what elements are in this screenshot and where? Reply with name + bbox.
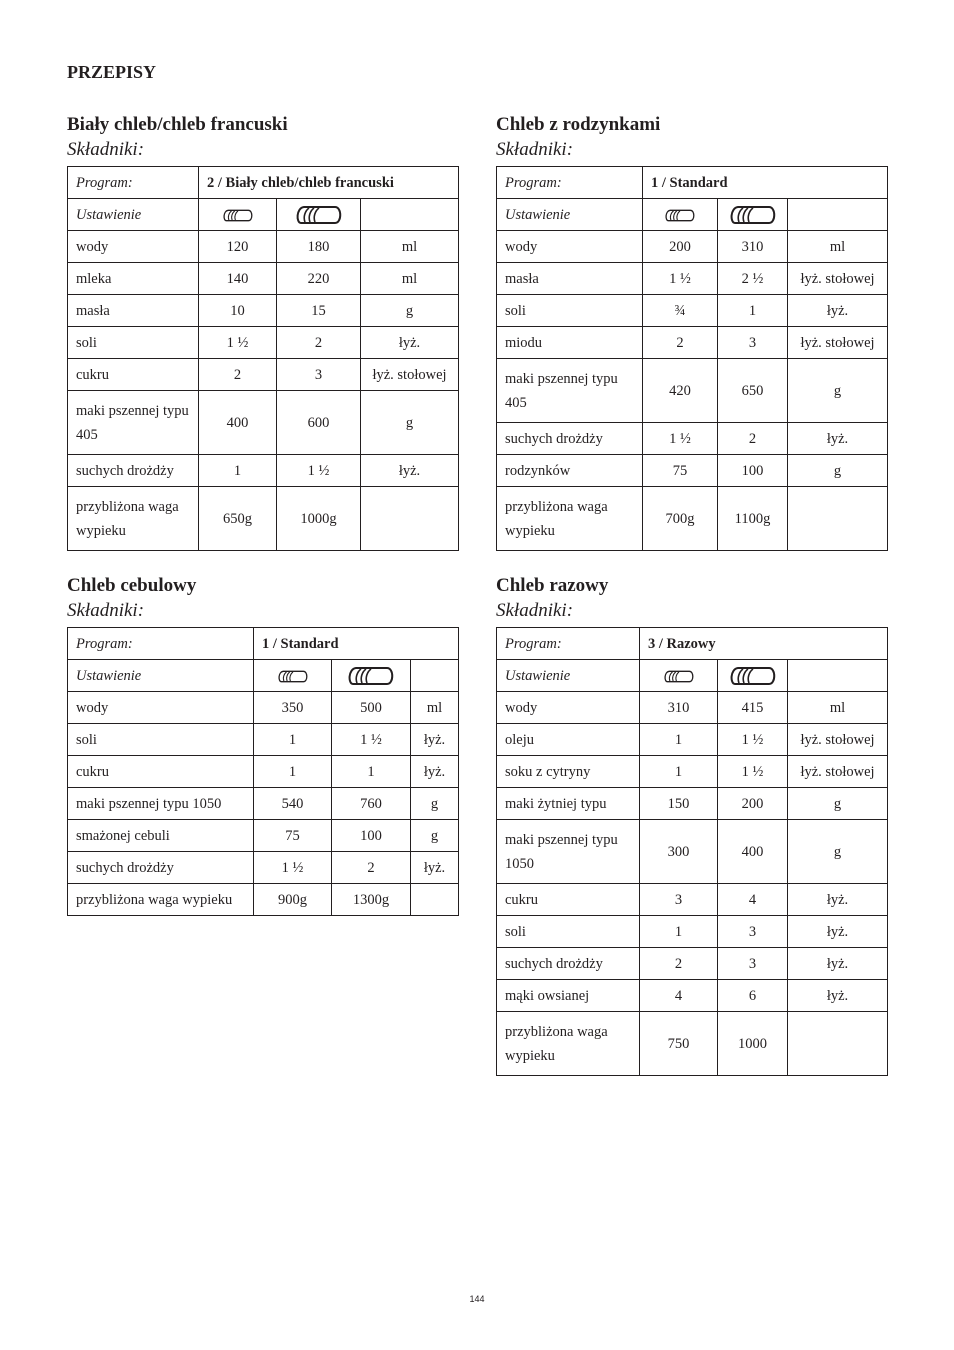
- ingredient-row: [497, 756, 888, 788]
- ingredient-row: [68, 788, 459, 820]
- amount-small: 540: [254, 788, 332, 820]
- ingredient-row: [497, 263, 888, 295]
- empty-cell: [361, 199, 459, 231]
- amount-large: 6: [718, 980, 788, 1012]
- recipe-section-wholegrain-bread: [496, 574, 888, 1076]
- amount-large: 600: [277, 391, 361, 455]
- ingredient-name: suchych drożdży: [497, 948, 640, 980]
- amount-small: 1: [199, 455, 277, 487]
- ingredient-name: przybliżona waga wypieku: [497, 487, 643, 551]
- recipe-subtitle: Składniki:: [496, 600, 574, 621]
- ingredient-row: [68, 820, 459, 852]
- amount-large: 100: [332, 820, 411, 852]
- large-loaf-icon: [347, 666, 395, 686]
- empty-cell: [788, 199, 888, 231]
- ingredient-row: [497, 948, 888, 980]
- unit: [788, 1012, 888, 1076]
- ingredient-name: przybliżona waga wypieku: [68, 884, 254, 916]
- amount-large: 1100g: [718, 487, 788, 551]
- amount-small: 1 ½: [254, 852, 332, 884]
- unit: g: [788, 820, 888, 884]
- ingredient-name: soli: [497, 295, 643, 327]
- amount-large: 415: [718, 692, 788, 724]
- amount-small: 75: [643, 455, 718, 487]
- large-loaf-icon: [295, 205, 343, 225]
- amount-large: 180: [277, 231, 361, 263]
- unit: g: [361, 295, 459, 327]
- unit: łyż.: [361, 327, 459, 359]
- ingredient-row: [68, 263, 459, 295]
- unit: g: [788, 359, 888, 423]
- amount-small: 700g: [643, 487, 718, 551]
- amount-large: 3: [277, 359, 361, 391]
- ingredient-row: [68, 724, 459, 756]
- recipe-table: [496, 166, 888, 551]
- ingredient-name: cukru: [68, 756, 254, 788]
- unit: łyż. stołowej: [788, 756, 888, 788]
- unit: łyż. stołowej: [788, 327, 888, 359]
- ingredient-name: cukru: [68, 359, 199, 391]
- small-loaf-icon: [220, 209, 256, 222]
- ingredient-name: miodu: [497, 327, 643, 359]
- amount-large: 1: [332, 756, 411, 788]
- amount-large: 310: [718, 231, 788, 263]
- program-value: 3 / Razowy: [640, 628, 888, 660]
- program-row: [497, 167, 888, 199]
- ingredient-row: [68, 391, 459, 455]
- ingredient-name: mąki owsianej: [497, 980, 640, 1012]
- recipe-table: [67, 166, 459, 551]
- ingredient-row: [68, 852, 459, 884]
- unit: łyż.: [788, 980, 888, 1012]
- amount-small: 750: [640, 1012, 718, 1076]
- amount-large: 100: [718, 455, 788, 487]
- setting-row: [68, 199, 459, 231]
- recipe-table: [67, 627, 459, 916]
- ingredient-name: soku z cytryny: [497, 756, 640, 788]
- unit: łyż. stołowej: [361, 359, 459, 391]
- ingredient-row: [68, 359, 459, 391]
- unit: [788, 487, 888, 551]
- ingredient-name: masła: [68, 295, 199, 327]
- unit: ml: [361, 263, 459, 295]
- ingredient-name: mleka: [68, 263, 199, 295]
- ingredient-row: [497, 423, 888, 455]
- large-loaf-cell: [718, 660, 788, 692]
- recipe-title: Chleb cebulowy: [67, 575, 197, 596]
- amount-large: 3: [718, 948, 788, 980]
- ingredient-row: [497, 788, 888, 820]
- amount-small: 150: [640, 788, 718, 820]
- large-loaf-cell: [332, 660, 411, 692]
- amount-small: 75: [254, 820, 332, 852]
- unit: łyż.: [361, 455, 459, 487]
- recipe-section-raisin-bread: [496, 113, 888, 551]
- recipe-subtitle: Składniki:: [496, 139, 574, 160]
- amount-small: 400: [199, 391, 277, 455]
- recipe-title: Chleb razowy: [496, 575, 609, 596]
- ingredient-row: [497, 820, 888, 884]
- ingredient-row: [68, 231, 459, 263]
- ingredient-row: [497, 295, 888, 327]
- ingredient-row: [68, 756, 459, 788]
- amount-small: 650g: [199, 487, 277, 551]
- setting-row: [68, 660, 459, 692]
- ingredient-name: suchych drożdży: [497, 423, 643, 455]
- recipe-section-white-bread: [67, 113, 459, 551]
- page-number: 144: [469, 1294, 485, 1304]
- unit: g: [361, 391, 459, 455]
- unit: ml: [788, 692, 888, 724]
- amount-small: 140: [199, 263, 277, 295]
- ingredient-row: [497, 327, 888, 359]
- empty-cell: [411, 660, 459, 692]
- program-value: 1 / Standard: [254, 628, 459, 660]
- ingredient-row: [497, 1012, 888, 1076]
- unit: ml: [788, 231, 888, 263]
- amount-large: 1000g: [277, 487, 361, 551]
- amount-small: 1: [640, 916, 718, 948]
- ingredient-name: rodzynków: [497, 455, 643, 487]
- unit: g: [411, 820, 459, 852]
- amount-small: 420: [643, 359, 718, 423]
- large-loaf-cell: [718, 199, 788, 231]
- program-row: [68, 628, 459, 660]
- amount-small: 2: [640, 948, 718, 980]
- unit: ml: [411, 692, 459, 724]
- ingredient-row: [68, 327, 459, 359]
- ingredient-name: soli: [497, 916, 640, 948]
- setting-label: Ustawienie: [68, 199, 199, 231]
- ingredient-name: wody: [68, 692, 254, 724]
- ingredient-name: wody: [497, 692, 640, 724]
- small-loaf-icon: [275, 670, 311, 683]
- amount-large: 650: [718, 359, 788, 423]
- setting-label: Ustawienie: [497, 199, 643, 231]
- unit: g: [788, 455, 888, 487]
- small-loaf-icon: [662, 209, 698, 222]
- ingredient-row: [68, 884, 459, 916]
- amount-large: 3: [718, 327, 788, 359]
- ingredient-name: przybliżona waga wypieku: [497, 1012, 640, 1076]
- amount-small: 300: [640, 820, 718, 884]
- amount-large: 1 ½: [718, 756, 788, 788]
- recipe-table: [496, 627, 888, 1076]
- ingredient-name: wody: [497, 231, 643, 263]
- unit: łyż.: [788, 948, 888, 980]
- amount-large: 1300g: [332, 884, 411, 916]
- amount-large: 200: [718, 788, 788, 820]
- small-loaf-cell: [254, 660, 332, 692]
- page-heading: PRZEPISY: [67, 62, 157, 82]
- amount-small: 1: [254, 724, 332, 756]
- ingredient-name: maki pszennej typu 405: [68, 391, 199, 455]
- amount-large: 3: [718, 916, 788, 948]
- ingredient-name: maki żytniej typu: [497, 788, 640, 820]
- ingredient-name: przybliżona waga wypieku: [68, 487, 199, 551]
- amount-small: 2: [199, 359, 277, 391]
- small-loaf-cell: [640, 660, 718, 692]
- program-row: [68, 167, 459, 199]
- amount-large: 2: [277, 327, 361, 359]
- amount-large: 400: [718, 820, 788, 884]
- small-loaf-cell: [199, 199, 277, 231]
- amount-large: 1 ½: [332, 724, 411, 756]
- ingredient-name: wody: [68, 231, 199, 263]
- unit: łyż.: [411, 756, 459, 788]
- ingredient-row: [497, 359, 888, 423]
- unit: łyż. stołowej: [788, 263, 888, 295]
- amount-small: 350: [254, 692, 332, 724]
- ingredient-name: cukru: [497, 884, 640, 916]
- unit: łyż.: [788, 916, 888, 948]
- amount-small: 1 ½: [199, 327, 277, 359]
- amount-small: 1 ½: [643, 263, 718, 295]
- setting-row: [497, 199, 888, 231]
- program-label: Program:: [497, 628, 640, 660]
- ingredient-name: soli: [68, 724, 254, 756]
- unit: łyż.: [788, 423, 888, 455]
- ingredient-row: [497, 487, 888, 551]
- small-loaf-cell: [643, 199, 718, 231]
- program-value: 2 / Biały chleb/chleb francuski: [199, 167, 459, 199]
- program-label: Program:: [68, 628, 254, 660]
- amount-small: 120: [199, 231, 277, 263]
- amount-large: 500: [332, 692, 411, 724]
- ingredient-name: suchych drożdży: [68, 455, 199, 487]
- ingredient-row: [497, 724, 888, 756]
- amount-large: 1: [718, 295, 788, 327]
- amount-large: 760: [332, 788, 411, 820]
- unit: [411, 884, 459, 916]
- small-loaf-icon: [661, 670, 697, 683]
- amount-large: 1000: [718, 1012, 788, 1076]
- amount-small: 1 ½: [643, 423, 718, 455]
- ingredient-name: soli: [68, 327, 199, 359]
- program-row: [497, 628, 888, 660]
- unit: łyż.: [411, 852, 459, 884]
- recipe-subtitle: Składniki:: [67, 139, 145, 160]
- amount-large: 2 ½: [718, 263, 788, 295]
- ingredient-name: masła: [497, 263, 643, 295]
- unit: g: [788, 788, 888, 820]
- amount-small: 1: [254, 756, 332, 788]
- recipe-title: Biały chleb/chleb francuski: [67, 114, 288, 135]
- setting-row: [497, 660, 888, 692]
- program-label: Program:: [497, 167, 643, 199]
- unit: łyż. stołowej: [788, 724, 888, 756]
- ingredient-name: oleju: [497, 724, 640, 756]
- setting-label: Ustawienie: [68, 660, 254, 692]
- amount-large: 220: [277, 263, 361, 295]
- ingredient-row: [68, 487, 459, 551]
- amount-large: 2: [718, 423, 788, 455]
- large-loaf-cell: [277, 199, 361, 231]
- unit: łyż.: [788, 884, 888, 916]
- amount-large: 4: [718, 884, 788, 916]
- recipe-section-onion-bread: [67, 574, 459, 916]
- ingredient-row: [497, 231, 888, 263]
- ingredient-row: [68, 692, 459, 724]
- unit: łyż.: [411, 724, 459, 756]
- unit: g: [411, 788, 459, 820]
- amount-small: 200: [643, 231, 718, 263]
- amount-large: 15: [277, 295, 361, 327]
- amount-small: 2: [643, 327, 718, 359]
- amount-small: 4: [640, 980, 718, 1012]
- ingredient-row: [497, 916, 888, 948]
- unit: ml: [361, 231, 459, 263]
- ingredient-name: maki pszennej typu 1050: [68, 788, 254, 820]
- amount-small: 900g: [254, 884, 332, 916]
- ingredient-name: smażonej cebuli: [68, 820, 254, 852]
- amount-small: 10: [199, 295, 277, 327]
- amount-large: 2: [332, 852, 411, 884]
- program-label: Program:: [68, 167, 199, 199]
- ingredient-name: maki pszennej typu 1050: [497, 820, 640, 884]
- unit: [361, 487, 459, 551]
- unit: łyż.: [788, 295, 888, 327]
- large-loaf-icon: [729, 205, 777, 225]
- amount-small: 3: [640, 884, 718, 916]
- amount-large: 1 ½: [718, 724, 788, 756]
- setting-label: Ustawienie: [497, 660, 640, 692]
- large-loaf-icon: [729, 666, 777, 686]
- ingredient-row: [497, 884, 888, 916]
- ingredient-row: [68, 455, 459, 487]
- amount-small: 310: [640, 692, 718, 724]
- amount-small: ¾: [643, 295, 718, 327]
- ingredient-name: maki pszennej typu 405: [497, 359, 643, 423]
- ingredient-row: [68, 295, 459, 327]
- amount-large: 1 ½: [277, 455, 361, 487]
- program-value: 1 / Standard: [643, 167, 888, 199]
- ingredient-row: [497, 692, 888, 724]
- recipe-title: Chleb z rodzynkami: [496, 114, 661, 135]
- amount-small: 1: [640, 756, 718, 788]
- ingredient-name: suchych drożdży: [68, 852, 254, 884]
- ingredient-row: [497, 980, 888, 1012]
- recipe-subtitle: Składniki:: [67, 600, 145, 621]
- empty-cell: [788, 660, 888, 692]
- ingredient-row: [497, 455, 888, 487]
- amount-small: 1: [640, 724, 718, 756]
